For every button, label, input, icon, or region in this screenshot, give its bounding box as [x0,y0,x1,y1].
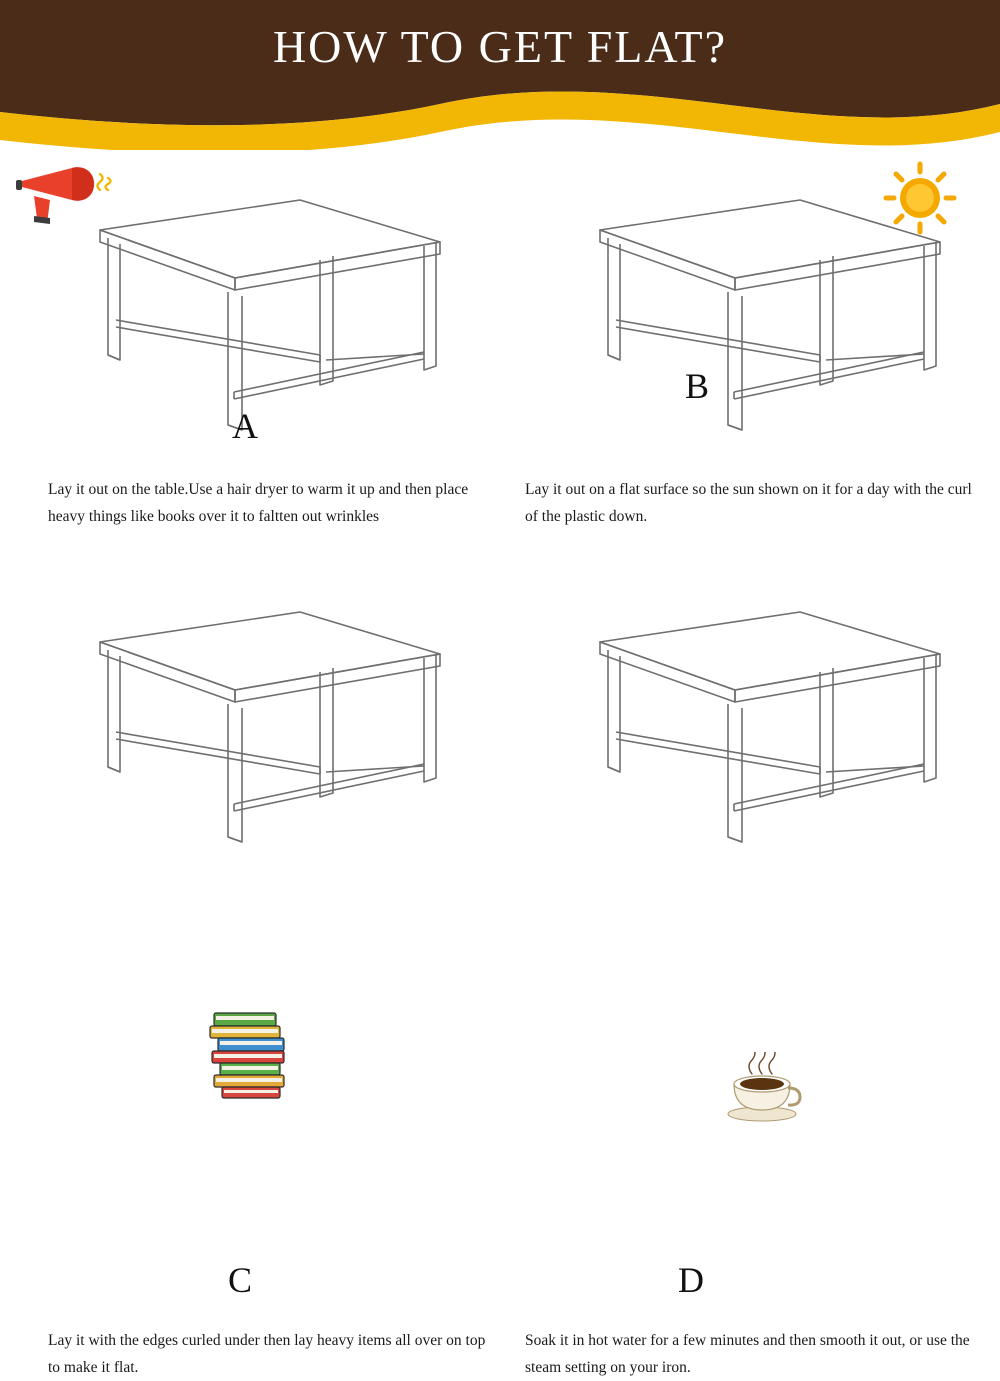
panel-letter-b: B [685,366,710,406]
panel-grid [0,150,1000,1377]
hair-dryer-icon [10,160,120,230]
header-banner [0,0,1000,150]
panel-d [500,562,1000,1377]
table-illustration-d [520,582,980,872]
panel-a [0,150,500,562]
panel-caption-c: Lay it with the edges curled under then lay heavy items all over on top to make it flat. [48,1332,486,1377]
stack-of-books-icon [200,1007,310,1112]
sun-icon [870,150,970,245]
panel-c [0,562,500,1377]
table-illustration-c [20,582,480,872]
panel-caption-d: Soak it in hot water for a few minutes and then smooth it out, or use the steam setting on your iron. [525,1332,970,1377]
panel-letter-a: A [232,406,258,446]
panel-caption-a: Lay it out on the table.Use a hair dryer to warm it up and then place heavy things like books over it to faltten out wrinkles [48,481,469,526]
panel-b [500,150,1000,562]
panel-letter-c: C [228,1260,253,1300]
page-title: HOW TO GET FLAT? [272,21,728,72]
coffee-cup-icon [712,1052,812,1127]
panel-letter-d: D [678,1260,704,1300]
panel-caption-b: Lay it out on a flat surface so the sun shown on it for a day with the curl of the plastic down. [525,481,972,526]
